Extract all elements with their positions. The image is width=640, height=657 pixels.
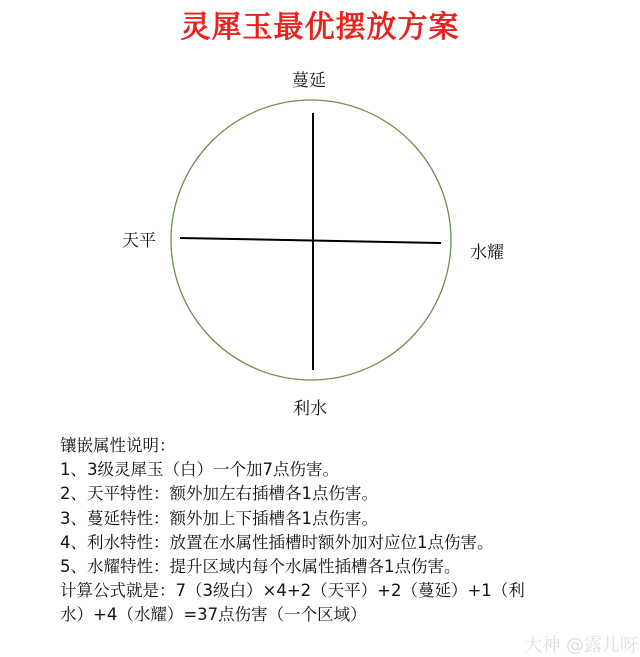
description-line: 3、蔓延特性：额外加上下插槽各1点伤害。 bbox=[60, 508, 378, 528]
label-bottom: 利水 bbox=[293, 399, 327, 419]
description-heading: 镶嵌属性说明： bbox=[60, 436, 176, 455]
description-line: 1、3级灵犀玉（白）一个加7点伤害。 bbox=[60, 460, 339, 480]
formula-line: 水）+4（水耀）=37点伤害（一个区域） bbox=[60, 605, 367, 625]
description-line: 5、水耀特性：提升区域内每个水属性插槽各1点伤害。 bbox=[60, 557, 461, 577]
label-top: 蔓延 bbox=[292, 71, 326, 91]
watermark: 大神 @露儿呀 bbox=[524, 635, 638, 656]
description-line: 2、天平特性：额外加左右插槽各1点伤害。 bbox=[60, 484, 378, 504]
page-title: 灵犀玉最优摆放方案 bbox=[180, 10, 460, 45]
label-left: 天平 bbox=[122, 231, 156, 251]
label-right: 水耀 bbox=[470, 243, 504, 263]
description bbox=[60, 434, 525, 628]
formula-line: 计算公式就是：7（3级白）×4+2（天平）+2（蔓延）+1（利 bbox=[60, 581, 525, 601]
description-line: 4、利水特性：放置在水属性插槽时额外加对应位1点伤害。 bbox=[60, 532, 494, 552]
horizontal-axis bbox=[180, 238, 441, 243]
